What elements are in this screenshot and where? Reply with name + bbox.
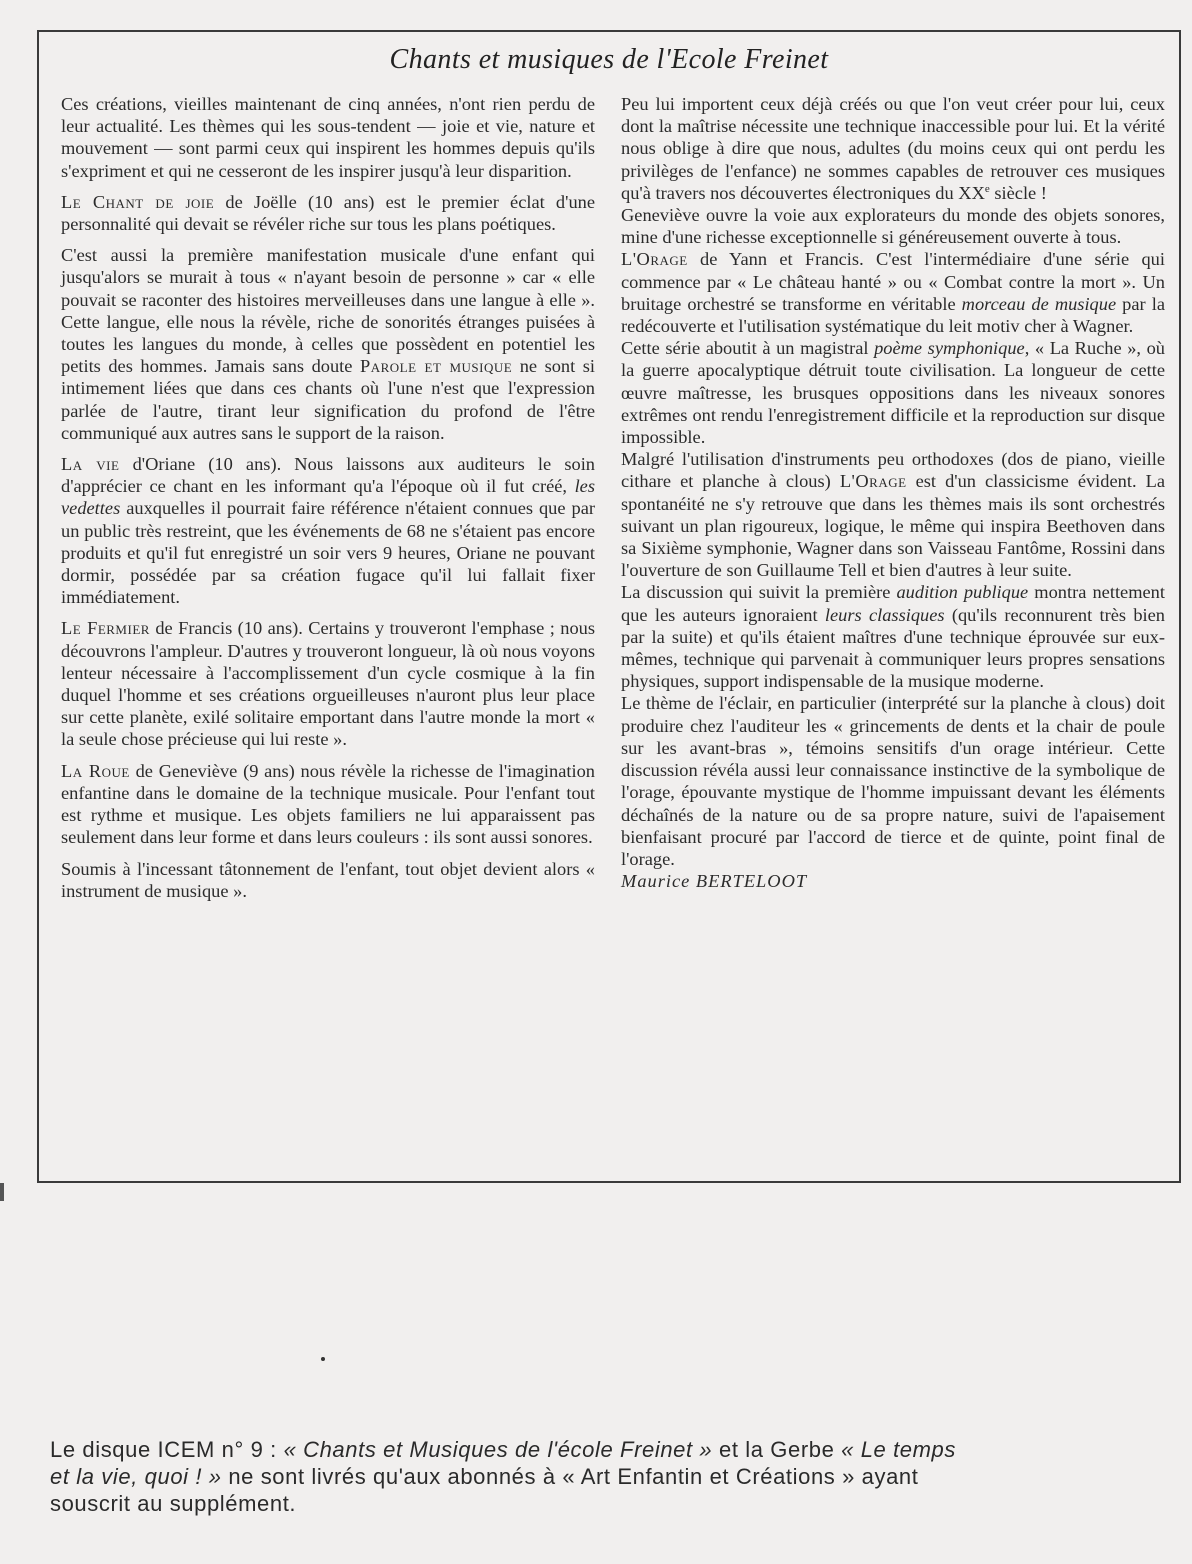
paragraph-text: auxquelles il pourrait faire référence n'étaient connues que par un public très restreint, que les événements de 68 ne s'étaient pas encore produits et qu'il fut enregistré un soir vers 9 heures, Oriane ne pouvant dormir, possédée par sa création fugace qu'il lui fallait fixer immédiatement. — [61, 498, 595, 608]
footer-line — [50, 1490, 1192, 1517]
paragraph — [621, 692, 1165, 870]
superscript: e — [984, 182, 990, 195]
paragraph-text: est d'un classicisme évident. La spontanéité ne s'y retrouve que dans les thèmes mais ils sont orchestrés suivant un plan rigoureux, logique, le même qui inspira Beethoven dans sa Sixième symphonie, Wagner dans son Vaisseau Fantôme, Rossini dans l'ouverture de son Guillaume Tell et bien d'autres à leur suite. — [621, 471, 1165, 581]
paragraph — [61, 93, 595, 182]
paragraph-text: La discussion qui suivit la première — [621, 582, 897, 603]
song-title: La Roue — [61, 760, 130, 781]
footer-notice — [50, 1436, 1192, 1517]
song-title: Le Chant de joie — [61, 191, 215, 212]
left-column — [61, 93, 595, 902]
paragraph-text: (qu'ils reconnurent très bien par la suite) et qu'ils étaient maîtres d'une technique éprouvée sur eux-mêmes, technique qui parvenait à communiquer leurs propres sensations physiques, support indispensable de la musique moderne. — [621, 604, 1165, 692]
paragraph-text: de Joëlle (10 ans) est le premier éclat d'une personnalité qui devait se révéler riche sur tous les plans poétiques. — [61, 191, 595, 235]
footer-italic: « Le temps — [841, 1437, 956, 1462]
paragraph — [61, 617, 595, 750]
paragraph-text: par la redécouverte et l'utilisation systématique du leit motiv cher à Wagner. — [621, 293, 1165, 337]
paragraph-text: de Yann et Francis. C'est l'intermédiaire d'une série qui commence par « Le château hanté » ou « Combat contre la mort ». Un bruitage orchestré se transforme en véritable — [621, 249, 1165, 314]
paragraph-text: d'Oriane (10 ans). Nous laissons aux auditeurs le soin d'apprécier ce chant en les informant qu'a l'époque où il fut créé, — [61, 454, 595, 497]
footer-text: et la Gerbe — [712, 1437, 842, 1462]
paragraph-text: Peu lui importent ceux déjà créés ou que l'on veut créer pour lui, ceux dont la maîtrise nécessite une technique inaccessible pour lui. Et la vérité nous oblige à dire que nous, adultes (du moins ceux qui ont perdu les privilèges de l'enfance) ne sommes capables de retrouver ces musiques qu'à travers nos découvertes électroniques du XX — [621, 94, 1165, 203]
paragraph-text: Geneviève ouvre la voie aux explorateurs du monde des objets sonores, mine d'une richesse exceptionnelle si généreusement ouverte à tous. — [621, 205, 1165, 248]
paragraph-text: Soumis à l'incessant tâtonnement de l'enfant, tout objet devient alors « instrument de musique ». — [61, 858, 595, 901]
paragraph-text: Ces créations, vieilles maintenant de cinq années, n'ont rien perdu de leur actualité. Les thèmes qui les sous-tendent — joie et vie, nature et mouvement — sont parmi ceux qui inspirent les hommes depuis qu'ils s'expriment et qui ne cesseront de les inspirer jusqu'à leur disparition. — [61, 94, 595, 181]
italic-text: poème symphonique — [874, 338, 1025, 359]
footer-line — [50, 1436, 1192, 1463]
italic-text: morceau de musique — [961, 293, 1117, 314]
paragraph — [621, 581, 1165, 692]
song-title: L'Orage — [621, 249, 688, 270]
paragraph-text: ne sont si intimement liées que dans ces chants où l'une n'est que l'expression parlée de l'autre, tirant leur signification du profond de l'être communiqué aux autres sans le support de la raison. — [61, 356, 596, 443]
paragraph — [61, 191, 595, 235]
paragraph — [621, 337, 1165, 448]
author-name: Maurice BERTELOOT — [621, 871, 808, 892]
paragraph-text: siècle ! — [989, 182, 1047, 203]
paragraph-text: C'est aussi la première manifestation musicale d'une enfant qui jusqu'alors se murait à tous « n'ayant besoin de personne » car « elle pouvait se raconter des histoires merveilleuses dans une langue à elle ». Cette langue, elle nous la révèle, riche de sonorités étranges puisées à toutes les langues du monde, à celles que possèdent en potentiel les petits des hommes. Jamais sans doute — [61, 245, 595, 377]
right-column — [621, 93, 1165, 892]
paragraph-text: de Geneviève (9 ans) nous révèle la richesse de l'imagination enfantine dans le domaine de la technique musicale. Pour l'enfant tout est rythme et musique. Les objets familiers ne lui apparaissent pas seulement dans leur forme et dans leurs couleurs : ils sont aussi sonores. — [61, 760, 595, 848]
paragraph — [61, 858, 595, 902]
paragraph-text: Malgré l'utilisation d'instruments peu orthodoxes (dos de piano, vieille cithare et planche à clous) — [621, 449, 1165, 492]
paragraph — [61, 760, 595, 849]
footer-italic: « Chants et Musiques de l'école Freinet » — [283, 1437, 713, 1462]
article-title: Chants et musiques de l'Ecole Freinet — [389, 44, 829, 75]
footer-italic: et la vie, quoi ! » — [50, 1464, 222, 1489]
song-title: L'Orage — [839, 471, 907, 492]
paragraph-text: montra nettement que les auteurs ignoraient — [621, 582, 1165, 625]
binding-mark — [0, 1183, 4, 1201]
paragraph-text: Le thème de l'éclair, en particulier (interprété sur la planche à clous) doit produire chez l'auditeur les « grincements de dents et la chair de poule sur les avant-bras », témoins sensitifs d'un orage intérieur. Cette discussion révéla aussi leur connaissance instinctive de la symbolique de l'orage, épouvante mystique de l'homme impuissant devant les éléments déchaînés de la nature ou de sa propre nature, suivi de l'apaisement bienfaisant procuré par l'accord de tierce et de quinte, point final de l'orage. — [621, 693, 1165, 869]
italic-text: les vedettes — [61, 476, 595, 519]
footer-text: Le disque ICEM n° 9 : — [50, 1437, 284, 1462]
author-signature — [621, 870, 1165, 892]
article-frame — [37, 30, 1181, 1183]
paragraph — [61, 244, 595, 444]
footer-line — [50, 1463, 1192, 1490]
ink-dot — [321, 1357, 325, 1361]
song-title: Le Fermier — [61, 618, 150, 639]
paragraph — [621, 248, 1165, 337]
paragraph — [621, 204, 1165, 248]
paragraph — [621, 93, 1165, 204]
footer-text: souscrit au supplément. — [50, 1491, 297, 1516]
footer-text: ne sont livrés qu'aux abonnés à « Art Enfantin et Créations » ayant — [221, 1464, 919, 1489]
emphasis-text: Parole et musique — [359, 356, 513, 377]
paragraph-text: , « La Ruche », où la guerre apocalyptique détruit toute civilisation. La longueur de cette œuvre maîtresse, les brusques oppositions dans les niveaux sonores extrêmes ont rendu l'enregistrement difficile et la reproduction sur disque impossible. — [621, 338, 1166, 448]
italic-text: leurs classiques — [824, 604, 945, 625]
paragraph — [621, 448, 1165, 581]
paragraph-text: de Francis (10 ans). Certains y trouveront l'emphase ; nous découvrons l'ampleur. D'autres y trouveront longueur, là où nous voyons lenteur nécessaire à l'accomplissement d'un cycle cosmique à la fin duquel l'homme et ses créations orgueilleuses n'auront plus leur place sur cette planète, exilé solitaire emportant dans l'autre monde la mort « la seule chose précieuse qui lui reste ». — [61, 618, 595, 750]
italic-text: audition publique — [896, 582, 1029, 603]
paragraph — [61, 453, 595, 608]
paragraph-text: Cette série aboutit à un magistral — [621, 338, 875, 359]
song-title: La vie — [61, 454, 120, 475]
